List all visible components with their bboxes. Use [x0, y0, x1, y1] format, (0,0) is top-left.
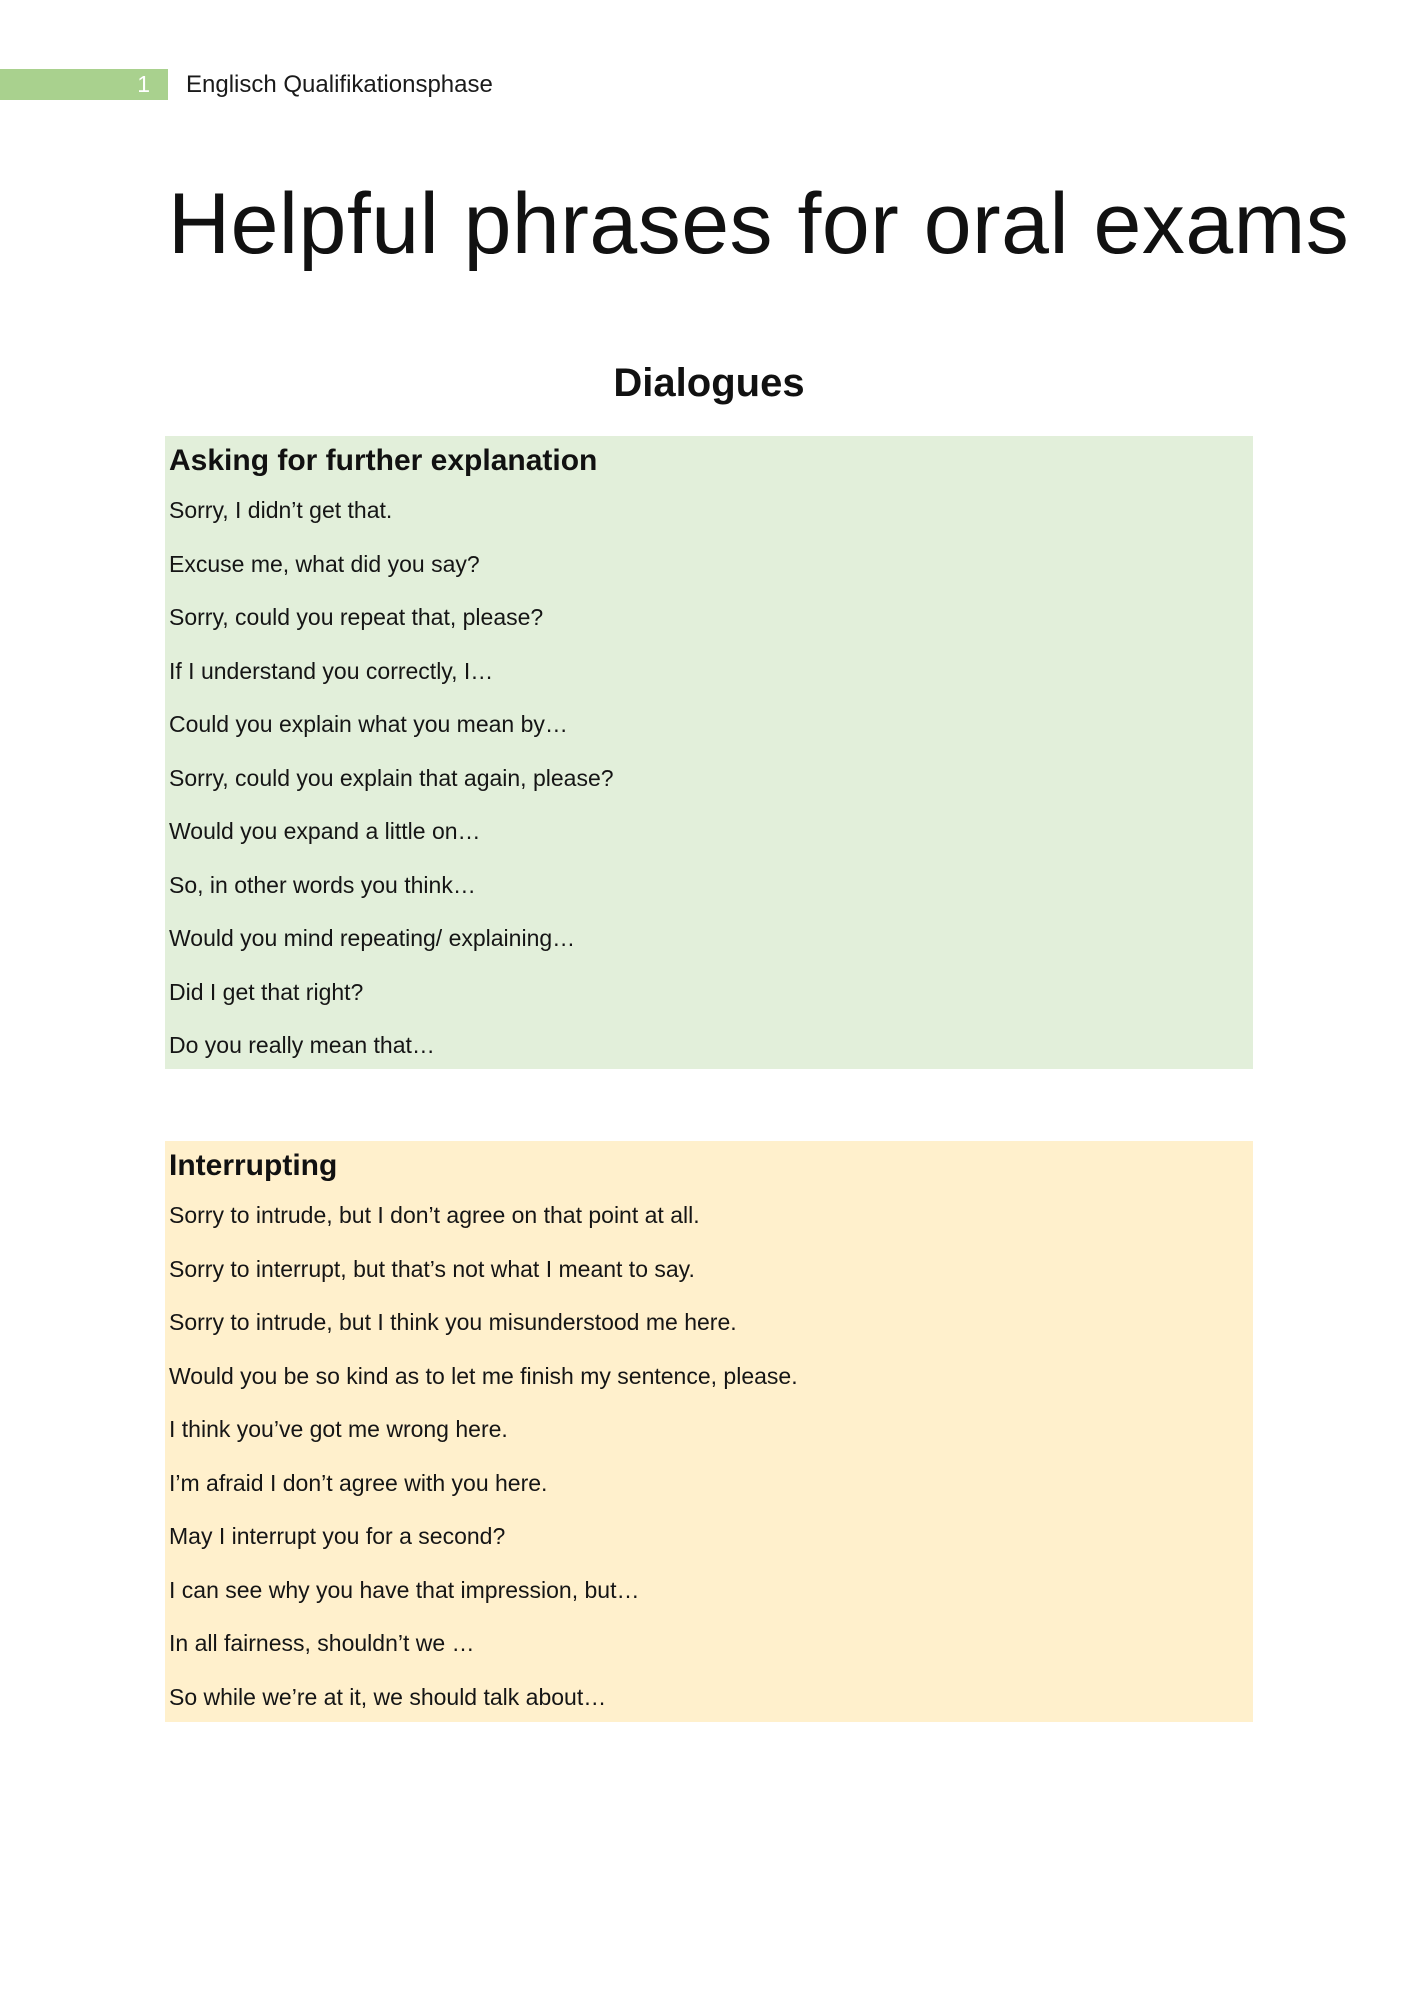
phrase-box-title: Interrupting	[169, 1149, 338, 1182]
phrase-item: Did I get that right?	[169, 978, 364, 1005]
phrase-box-title: Asking for further explanation	[169, 444, 598, 477]
phrase-item: Sorry to intrude, but I think you misunderstood me here.	[169, 1309, 737, 1335]
phrase-item: Would you expand a little on…	[169, 818, 481, 844]
phrase-item: Sorry to intrude, but I don’t agree on that point at all.	[169, 1202, 700, 1228]
phrase-box-interrupting	[165, 1141, 1253, 1722]
phrase-item: Could you explain what you mean by…	[169, 711, 568, 737]
page-number: 1	[137, 71, 150, 97]
phrase-item: I think you’ve got me wrong here.	[169, 1416, 508, 1442]
phrase-item: Excuse me, what did you say?	[169, 550, 480, 577]
phrase-box-asking-explanation	[165, 436, 1253, 1069]
phrase-item: Sorry, could you repeat that, please?	[169, 604, 544, 630]
phrase-item: Sorry to interrupt, but that’s not what I meant to say.	[169, 1255, 695, 1282]
phrase-item: So while we’re at it, we should talk about…	[169, 1683, 607, 1710]
phrase-item: So, in other words you think…	[169, 871, 476, 898]
phrase-item: May I interrupt you for a second?	[169, 1523, 506, 1549]
phrase-item: If I understand you correctly, I…	[169, 657, 494, 684]
phrase-item: I can see why you have that impression, but…	[169, 1576, 640, 1603]
phrase-item: Sorry, I didn’t get that.	[169, 497, 393, 523]
phrase-item: Do you really mean that…	[169, 1032, 435, 1058]
phrase-list	[169, 495, 1249, 1060]
phrase-item: I’m afraid I don’t agree with you here.	[169, 1469, 548, 1496]
phrase-item: Sorry, could you explain that again, please?	[169, 764, 614, 791]
phrase-list	[169, 1200, 1249, 1712]
document-title: Helpful phrases for oral exams	[168, 176, 1350, 272]
phrase-item: Would you mind repeating/ explaining…	[169, 925, 576, 951]
phrase-item: In all fairness, shouldn’t we …	[169, 1630, 475, 1656]
header-course-title: Englisch Qualifikationsphase	[186, 71, 493, 98]
phrase-item: Would you be so kind as to let me finish my sentence, please.	[169, 1362, 798, 1389]
section-heading: Dialogues	[613, 361, 805, 405]
